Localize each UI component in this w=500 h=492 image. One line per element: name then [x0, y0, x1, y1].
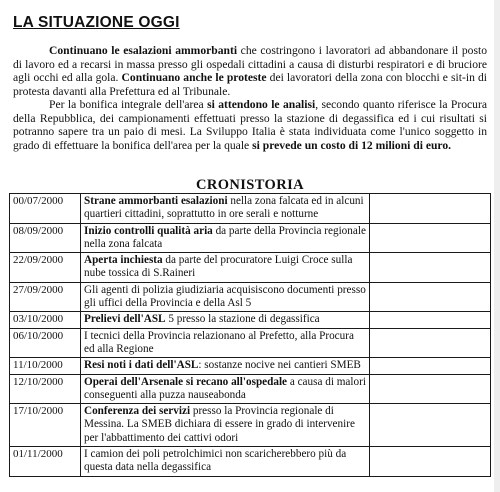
table-row — [10, 194, 491, 224]
event-date: 22/09/2000 — [10, 253, 81, 283]
event-highlight: Inizio controlli qualità aria — [84, 224, 213, 237]
event-text: Gli agenti di polizia giudiziaria acquisiscono documenti presso gli uffici della Provincia e della Asl 5 — [84, 283, 366, 310]
event-highlight: Operai dell'Arsenale si recano all'ospedale — [84, 375, 288, 388]
empty-notes-cell — [370, 328, 491, 358]
table-row — [10, 223, 491, 253]
event-description — [81, 328, 370, 358]
scan-edge-shadow — [494, 0, 500, 492]
event-description — [81, 194, 370, 224]
emphasis-text: Continuano le esalazioni ammorbanti — [49, 44, 238, 57]
table-row — [10, 358, 491, 374]
event-highlight: Prelievi dell'ASL — [84, 313, 166, 326]
event-text: : sostanze nocive nei cantieri SMEB — [198, 359, 361, 372]
event-date: 06/10/2000 — [10, 328, 81, 358]
event-highlight: Aperta inchiesta — [84, 254, 163, 267]
event-text: nella zona falcata ed in alcuni quartieri cittadini, soprattutto in ore serali e notturne — [84, 195, 364, 221]
table-row — [10, 253, 491, 283]
event-date: 11/10/2000 — [10, 358, 81, 374]
table-row — [10, 374, 491, 404]
event-highlight: Strane ammorbanti esalazioni — [84, 195, 228, 207]
event-date: 01/11/2000 — [10, 447, 81, 477]
event-date: 12/10/2000 — [10, 374, 81, 404]
empty-notes-cell — [370, 358, 491, 374]
body-text: Per la bonifica integrale dell'area — [49, 98, 208, 111]
event-description — [81, 374, 370, 404]
empty-notes-cell — [370, 223, 491, 253]
paragraph-remediation — [13, 98, 487, 152]
empty-notes-cell — [370, 312, 491, 328]
event-description — [81, 223, 370, 253]
event-date: 08/09/2000 — [10, 223, 81, 253]
event-text: 5 presso la stazione di degassifica — [165, 313, 320, 326]
event-highlight: Resi noti i dati dell'ASL — [84, 359, 199, 372]
event-description — [81, 282, 370, 312]
empty-notes-cell — [370, 282, 491, 312]
emphasis-text: si prevede un costo di 12 milioni di euro. — [252, 138, 452, 152]
event-date: 17/10/2000 — [10, 404, 81, 447]
emphasis-text: si attendono le analisi — [207, 98, 316, 111]
body-text: dei lavoratori della zona con blocchi e sit-in di protesta davanti alla Prefettura ed al Tribunale. — [13, 71, 487, 98]
chronology-table-body — [10, 194, 491, 477]
event-description — [81, 447, 370, 477]
event-highlight: Conferenza dei servizi — [84, 405, 191, 418]
table-row — [10, 447, 491, 477]
body-text: , secondo quanto riferisce la Procura della Repubblica, dei campionamenti effettuati presso la stazione di degassifica ed i cui risultati si potranno sapere tra un paio di mesi. La Sviluppo Italia è stata individuata come l'unico soggetto in grado di effettuare la bonifica dell'area per la quale — [13, 98, 487, 152]
section-title: LA SITUAZIONE OGGI — [13, 14, 180, 31]
emphasis-text: Continuano anche le proteste — [121, 71, 267, 85]
event-description — [81, 253, 370, 283]
event-description — [81, 358, 370, 374]
table-row — [10, 312, 491, 328]
table-row — [10, 282, 491, 312]
event-text: presso la Provincia regionale di Messina. La SMEB dichiara di essere in grado di intervenire per l'abbattimento dei cattivi odori — [84, 405, 355, 444]
cut-off-header-line — [150, 0, 300, 3]
cronistoria-heading: CRONISTORIA — [195, 177, 305, 193]
event-text: a causa di malori conseguenti alla puzza nauseabonda — [84, 375, 366, 401]
event-description — [81, 312, 370, 328]
table-row — [10, 404, 491, 447]
event-text: I camion dei poli petrolchimici non scaricherebbero più da questa data nella degassifica — [84, 448, 347, 474]
empty-notes-cell — [370, 374, 491, 404]
empty-notes-cell — [370, 194, 491, 224]
event-text: da parte della Provincia regionale nella zona falcata — [84, 224, 366, 250]
event-text: I tecnici della Provincia relazionano al Prefetto, alla Procura ed alla Regione — [84, 329, 354, 355]
event-date: 27/09/2000 — [10, 282, 81, 312]
empty-notes-cell — [370, 253, 491, 283]
body-text: che costringono i lavoratori ad abbandonare il posto di lavoro ed a recarsi in massa presso gli ospedali cittadini a causa di disturbi respiratori e di bruciore agli occhi ed alla gola. — [13, 44, 487, 85]
table-row — [10, 328, 491, 358]
empty-notes-cell — [370, 404, 491, 447]
chronology-table — [9, 193, 491, 477]
paragraph-situation — [13, 44, 487, 98]
event-date: 00/07/2000 — [10, 194, 81, 224]
event-text: da parte del procuratore Luigi Croce sulla nube tossica di S.Raineri — [84, 254, 353, 280]
event-date: 03/10/2000 — [10, 312, 81, 328]
empty-notes-cell — [370, 447, 491, 477]
event-description — [81, 404, 370, 447]
